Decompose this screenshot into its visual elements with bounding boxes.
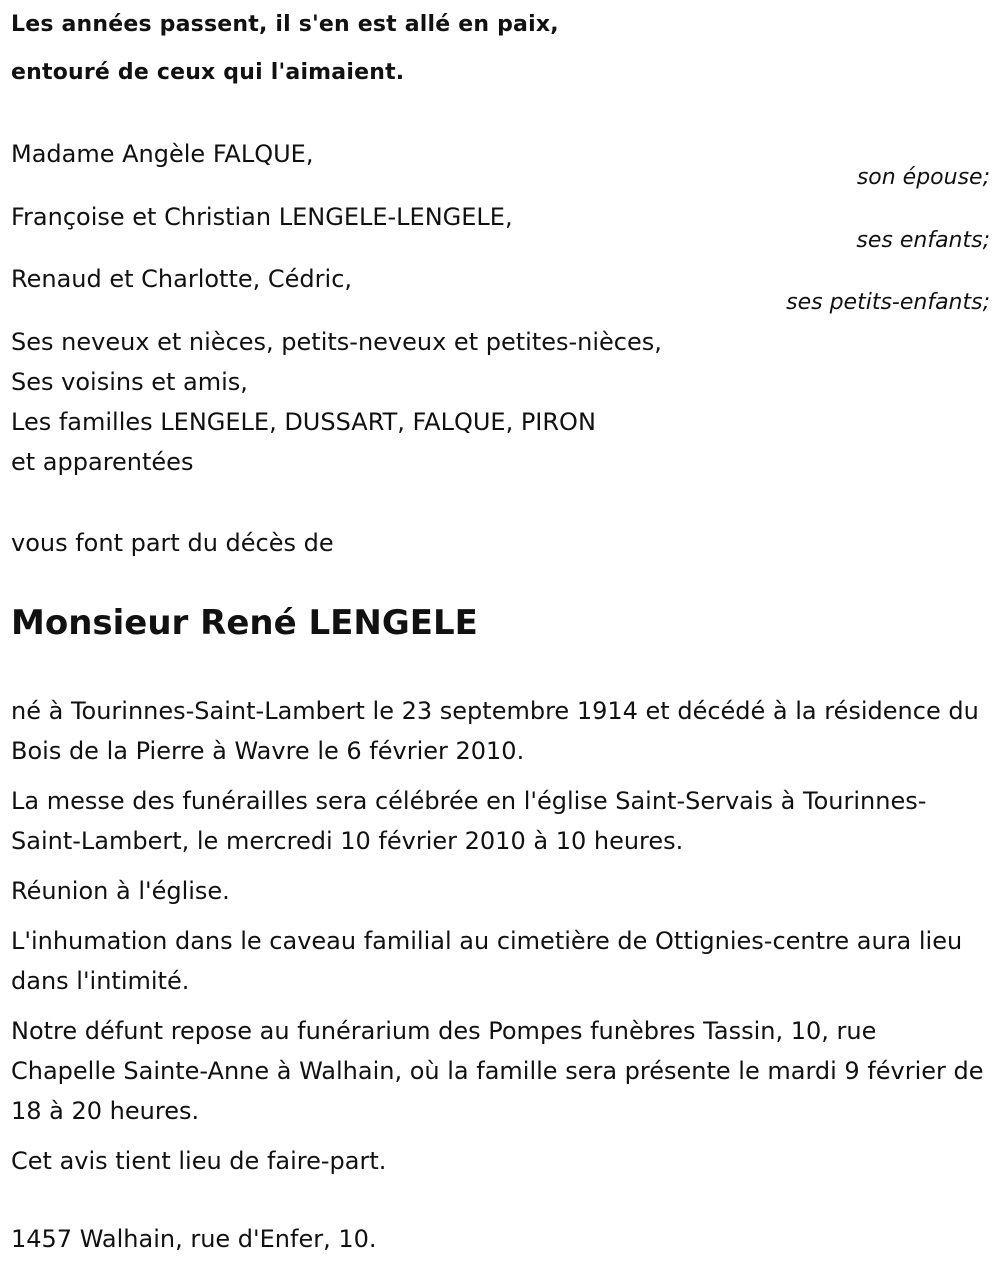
intro-line-1: Les années passent, il s'en est allé en paix,: [11, 12, 559, 37]
paragraph-birth-death: né à Tourinnes-Saint-Lambert le 23 septembre 1914 et décédé à la résidence du Bois de la Pierre à Wavre le 6 février 2010.: [11, 697, 979, 765]
paragraph-reunion: Réunion à l'église.: [11, 877, 230, 905]
others-line-2: Ses voisins et amis,: [11, 368, 248, 396]
others-line-1: Ses neveux et nièces, petits-neveux et petites-nièces,: [11, 328, 662, 356]
deceased-name: Monsieur René LENGELE: [11, 603, 478, 643]
paragraph-burial: L'inhumation dans le caveau familial au cimetière de Ottignies-centre aura lieu dans l'intimité.: [11, 927, 963, 995]
family-children-name: Françoise et Christian LENGELE-LENGELE,: [11, 203, 513, 231]
family-grandchildren-relation: ses petits-enfants;: [786, 290, 990, 315]
others-line-3: Les familles LENGELE, DUSSART, FALQUE, PIRON: [11, 408, 596, 436]
family-spouse-relation: son épouse;: [856, 165, 990, 190]
announce-text: vous font part du décès de: [11, 529, 334, 557]
intro-line-2: entouré de ceux qui l'aimaient.: [11, 60, 405, 85]
family-spouse-name: Madame Angèle FALQUE,: [11, 140, 314, 168]
family-grandchildren-name: Renaud et Charlotte, Cédric,: [11, 265, 353, 293]
others-line-4: et apparentées: [11, 448, 194, 476]
family-children-relation: ses enfants;: [856, 228, 990, 253]
paragraph-notice: Cet avis tient lieu de faire-part.: [11, 1147, 387, 1175]
paragraph-funeral-home: Notre défunt repose au funérarium des Pompes funèbres Tassin, 10, rue Chapelle Sainte-Anne à Walhain, où la famille sera présente le mardi 9 février de 18 à 20 heures.: [11, 1017, 984, 1125]
address: 1457 Walhain, rue d'Enfer, 10.: [11, 1225, 377, 1253]
paragraph-funeral-mass: La messe des funérailles sera célébrée en l'église Saint-Servais à Tourinnes-Saint-Lambert, le mercredi 10 février 2010 à 10 heures.: [11, 787, 927, 855]
